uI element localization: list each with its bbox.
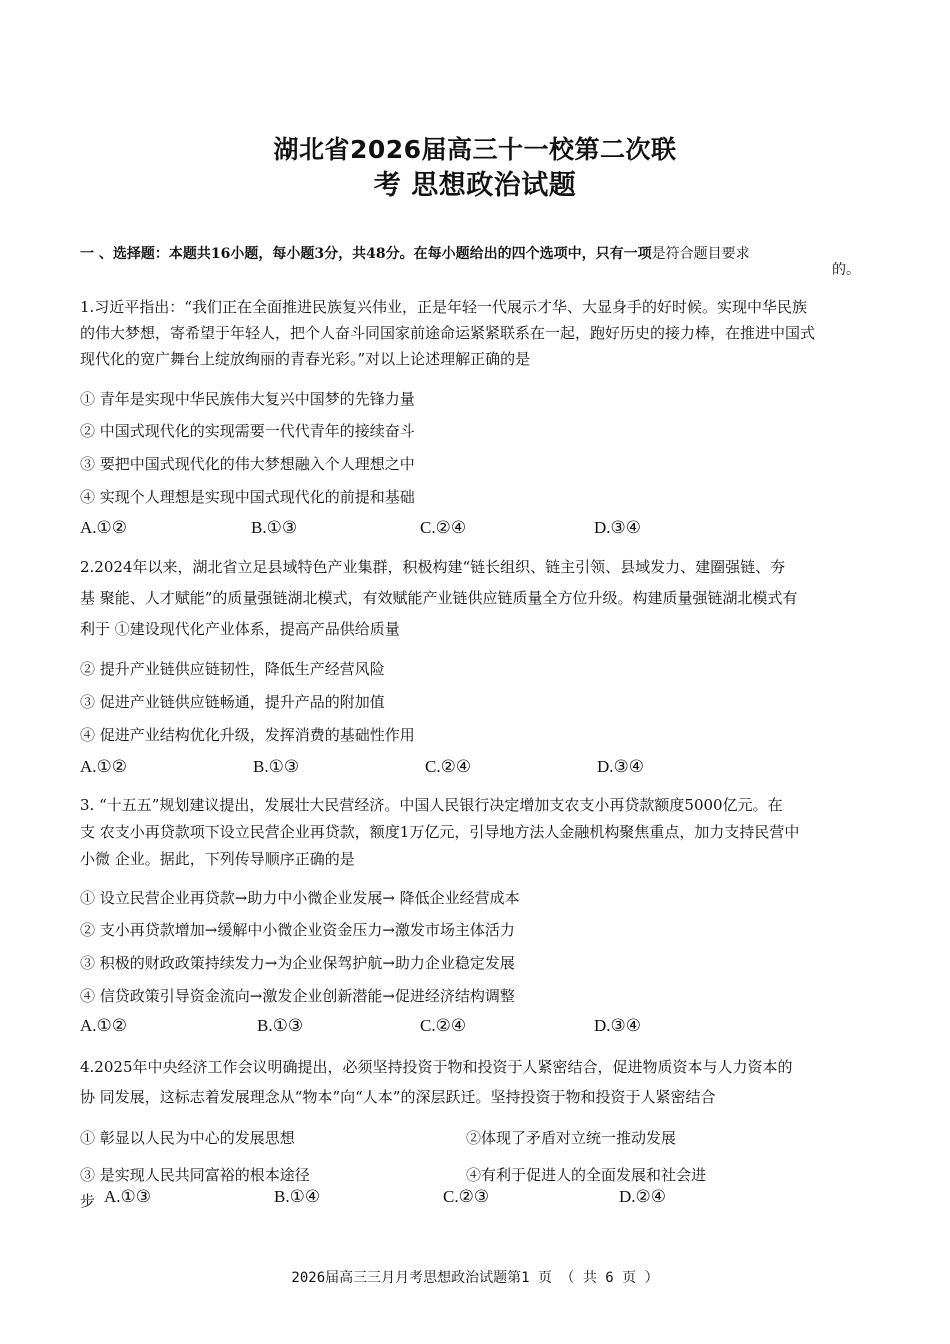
q2-item: ④ 促进产业结构优化升级，发挥消费的基础性作用 [80,726,415,744]
exam-title-line1: 湖北省2026届高三十一校第二次联 [273,135,677,164]
q3-option-c[interactable]: C.②④ [420,1016,467,1035]
q1-option-a[interactable]: A.①② [80,518,128,537]
q4-stem-line: 协 同发展，这标志着发展理念从“物本”向“人本”的深层跃迁。坚持投资于物和投资于人紧密结合 [80,1088,716,1106]
q3-item: ④ 信贷政策引导资金流向→激发企业创新潜能→促进经济结构调整 [80,987,515,1005]
q4-option-d[interactable]: D.②④ [619,1187,667,1206]
q4-item-tail: 步 [80,1192,96,1210]
q4-option-c[interactable]: C.②③ [443,1187,490,1206]
q1-item: ② 中国式现代化的实现需要一代代青年的接续奋斗 [80,422,415,440]
q2-item: ③ 促进产业链供应链畅通，提升产品的附加值 [80,693,385,711]
q4-item: ②体现了矛盾对立统一推动发展 [466,1129,677,1147]
q2-option-d[interactable]: D.③④ [597,757,645,776]
q1-stem-line: 1.习近平指出：“我们正在全面推进民族复兴伟业，正是年轻一代展示才华、大显身手的好时候。实现中华民族 [80,298,807,316]
q2-stem-line: 利于 ①建设现代化产业体系，提高产品供给质量 [80,620,400,638]
q1-option-b[interactable]: B.①③ [251,518,298,537]
q1-option-d[interactable]: D.③④ [594,518,642,537]
q2-option-b[interactable]: B.①③ [253,757,300,776]
q4-stem-line: 4.2025年中央经济工作会议明确提出，必须坚持投资于物和投资于人紧密结合，促进物质资本与人力资本的 [80,1058,793,1076]
q2-item: ② 提升产业链供应链韧性，降低生产经营风险 [80,660,385,678]
q3-stem-line: 支 农支小再贷款项下设立民营企业再贷款，额度1万亿元，引导地方法人金融机构聚焦重点，加力支持民营中 [80,823,800,841]
q4-item: ① 彰显以人民为中心的发展思想 [80,1129,295,1147]
q4-option-a[interactable]: A.①③ [104,1187,152,1206]
q1-item: ① 青年是实现中华民族伟大复兴中国梦的先锋力量 [80,390,415,408]
q1-stem-line: 的伟大梦想，寄希望于年轻人，把个人奋斗同国家前途命运紧紧联系在一起，跑好历史的接力棒，在推进中国式 [80,324,816,342]
q3-stem-line: 小微 企业。据此，下列传导顺序正确的是 [80,850,355,868]
q4-item: ④有利于促进人的全面发展和社会进 [466,1166,707,1184]
q3-option-a[interactable]: A.①② [80,1016,128,1035]
q1-option-c[interactable]: C.②④ [420,518,467,537]
q3-option-d[interactable]: D.③④ [594,1016,642,1035]
q2-option-c[interactable]: C.②④ [425,757,472,776]
q1-item: ④ 实现个人理想是实现中国式现代化的前提和基础 [80,488,415,506]
q3-item: ① 设立民营企业再贷款→助力中小微企业发展→ 降低企业经营成本 [80,889,520,907]
section-heading-rest: 是符合题目要求 [651,246,750,262]
section-heading [80,246,860,278]
q3-item: ② 支小再贷款增加→缓解中小微企业资金压力→激发市场主体活力 [80,921,515,939]
page-footer: 2026届高三三月月考思想政治试题第1 页 （ 共 6 页 ） [291,1270,659,1286]
q3-item: ③ 积极的财政政策持续发力→为企业保驾护航→助力企业稳定发展 [80,954,515,972]
q2-stem-line: 基 聚能、人才赋能”的质量强链湖北模式，有效赋能产业链供应链质量全方位升级。构建质量强链湖北模式有 [80,589,798,607]
section-heading-tail: 的。 [832,262,860,278]
q1-stem-line: 现代化的宽广舞台上绽放绚丽的青春光彩。”对以上论述理解正确的是 [80,350,531,368]
section-heading-bold: 一 、选择题：本题共16小题，每小题3分，共48分。在每小题给出的四个选项中，只有一项 [80,246,652,262]
q3-stem-line: 3. “十五五”规划建议提出，发展壮大民营经济。中国人民银行决定增加支农支小再贷款额度5000亿元。在 [80,796,783,814]
q1-item: ③ 要把中国式现代化的伟大梦想融入个人理想之中 [80,455,415,473]
q2-option-a[interactable]: A.①② [80,757,128,776]
q3-option-b[interactable]: B.①③ [257,1016,304,1035]
exam-title-line2: 考 思想政治试题 [373,170,577,201]
q4-item: ③ 是实现人民共同富裕的根本途径 [80,1166,310,1184]
q2-stem-line: 2.2024年以来，湖北省立足县域特色产业集群，积极构建“链长组织、链主引领、县域发力、建圈强链、夯 [80,558,786,576]
q4-option-b[interactable]: B.①④ [274,1187,321,1206]
